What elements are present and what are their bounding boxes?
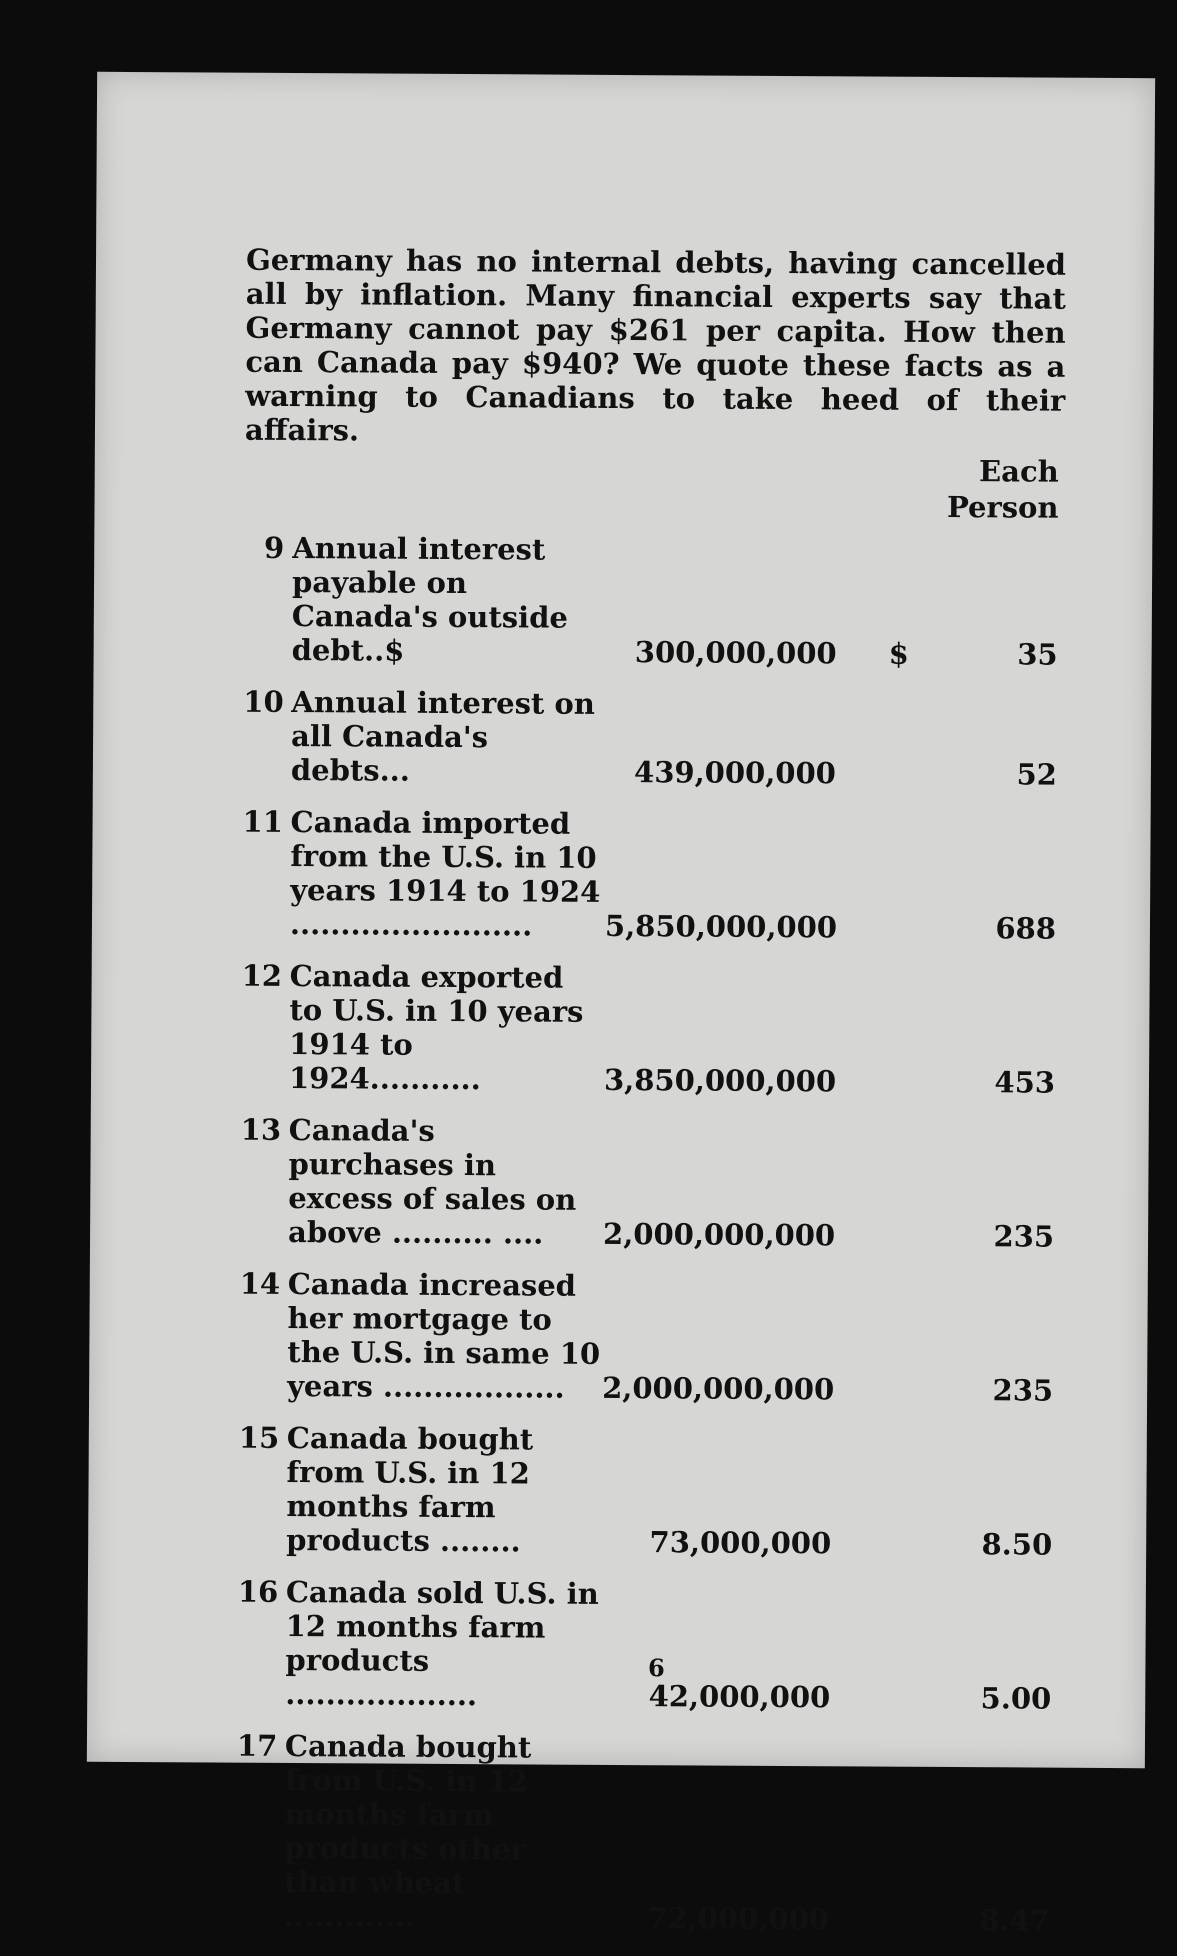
per-person-value: 52 bbox=[1016, 757, 1057, 791]
row-per-person bbox=[832, 1372, 1059, 1407]
row-per-person bbox=[831, 1526, 1058, 1561]
table-row bbox=[244, 531, 1065, 672]
row-per-person bbox=[829, 1902, 1056, 1937]
row-description: Canada bought from U.S. in 12 months farm products other than wheat ............. bbox=[284, 1729, 600, 1935]
per-person-value: 688 bbox=[995, 911, 1056, 945]
row-description: Canada sold U.S. in 12 months farm products ................... bbox=[285, 1575, 601, 1713]
row-amount: 2,000,000,000 bbox=[602, 1371, 832, 1406]
table-row bbox=[239, 1267, 1060, 1408]
row-number: 9 bbox=[244, 531, 292, 565]
table-row bbox=[238, 1421, 1059, 1562]
row-number: 10 bbox=[243, 685, 291, 719]
per-person-value: 8.50 bbox=[981, 1527, 1052, 1561]
per-person-value: 453 bbox=[994, 1065, 1055, 1099]
row-number: 17 bbox=[237, 1729, 285, 1763]
column-header-line1: Each bbox=[245, 449, 1059, 490]
row-per-person bbox=[835, 910, 1062, 945]
page-content bbox=[236, 243, 1066, 1956]
row-per-person bbox=[834, 1064, 1061, 1099]
row-per-person bbox=[837, 636, 1064, 671]
table-row bbox=[236, 1729, 1057, 1938]
row-amount: 439,000,000 bbox=[606, 755, 836, 790]
row-amount: 72,000,000 bbox=[599, 1901, 829, 1936]
row-amount: 2,000,000,000 bbox=[603, 1217, 833, 1252]
row-description: Canada exported to U.S. in 10 years 1914 to 1924........... bbox=[289, 959, 605, 1097]
currency-symbol: $ bbox=[837, 636, 909, 670]
table-row bbox=[243, 685, 1064, 792]
row-description: Canada imported from the U.S. in 10 years 1914 to 1924 ........................ bbox=[290, 805, 606, 943]
per-person-value: 235 bbox=[992, 1373, 1053, 1407]
table-row bbox=[237, 1575, 1058, 1716]
per-person-value: 5.00 bbox=[981, 1681, 1052, 1715]
row-amount: 300,000,000 bbox=[607, 635, 837, 670]
row-per-person bbox=[836, 756, 1063, 791]
row-description: Annual interest payable on Canada's outside debt..$ bbox=[292, 531, 608, 669]
row-number: 16 bbox=[238, 1575, 286, 1609]
page-number: 6 bbox=[127, 1650, 1177, 1685]
table-row bbox=[240, 1113, 1061, 1254]
row-number: 15 bbox=[239, 1421, 287, 1455]
per-person-value: 235 bbox=[993, 1219, 1054, 1253]
row-number: 14 bbox=[240, 1267, 288, 1301]
row-number: 11 bbox=[242, 805, 290, 839]
row-amount: 42,000,000 bbox=[600, 1679, 830, 1714]
statistics-table bbox=[236, 531, 1065, 1938]
row-description: Annual interest on all Canada's debts... bbox=[291, 685, 607, 789]
row-description: Canada's purchases in excess of sales on above .......... .... bbox=[288, 1113, 604, 1251]
row-description: Canada increased her mortgage to the U.S. in same 10 years .................. bbox=[287, 1267, 603, 1405]
document-page bbox=[87, 72, 1155, 1768]
per-person-value: 35 bbox=[1017, 637, 1058, 671]
table-row bbox=[241, 959, 1062, 1100]
row-amount: 5,850,000,000 bbox=[605, 909, 835, 944]
table-row bbox=[242, 805, 1063, 946]
row-amount: 3,850,000,000 bbox=[604, 1063, 834, 1098]
row-per-person bbox=[833, 1218, 1060, 1253]
column-header-each-person bbox=[244, 449, 1064, 526]
row-per-person bbox=[830, 1680, 1057, 1715]
row-number: 13 bbox=[241, 1113, 289, 1147]
row-description: Canada bought from U.S. in 12 months farm products ........ bbox=[286, 1421, 602, 1559]
row-amount: 73,000,000 bbox=[601, 1525, 831, 1560]
column-header-line2: Person bbox=[244, 485, 1058, 526]
intro-paragraph: Germany has no internal debts, having cancelled all by inflation. Many financial experts say that Germany cannot pay $261 per capita. How then can Canada pay $940? We quote these facts as a warning to Canadians to take heed of their affairs. bbox=[245, 243, 1066, 452]
per-person-value: 8.47 bbox=[979, 1903, 1050, 1937]
row-number: 12 bbox=[242, 959, 290, 993]
